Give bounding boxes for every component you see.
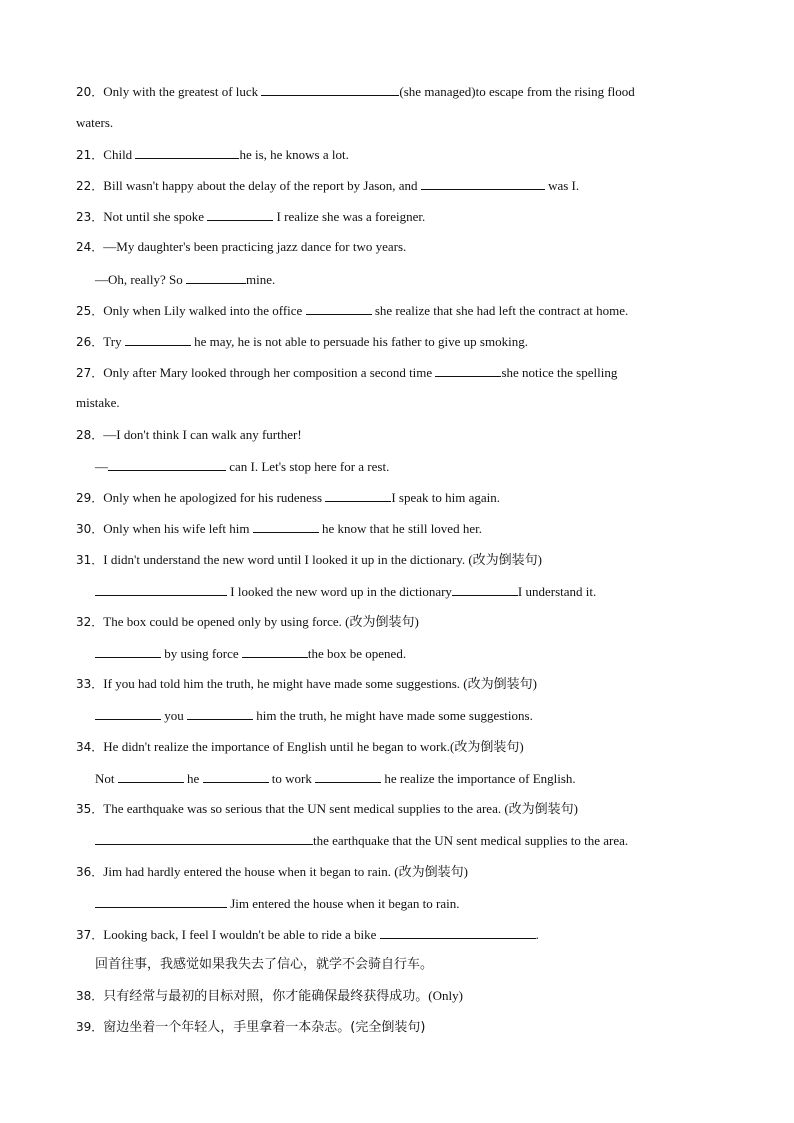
question-33: 33．If you had told him the truth, he might have made some suggestions. (改为倒装句)	[76, 676, 537, 691]
answer-blank[interactable]	[135, 146, 239, 159]
question-32: 32．The box could be opened only by using force. (改为倒装句)	[76, 614, 419, 629]
question-27: 27．Only after Mary looked through her composition a second time she notice the spelling	[76, 365, 618, 380]
question-31: 31．I didn't understand the new word until I looked it up in the dictionary. (改为倒装句)	[76, 552, 543, 567]
question-38: 38．只有经常与最初的目标对照，你才能确保最终获得成功。(Only)	[76, 988, 463, 1004]
answer-blank[interactable]	[315, 770, 381, 783]
answer-blank[interactable]	[108, 458, 226, 471]
question-37: 37．Looking back, I feel I wouldn't be able to ride a bike .	[76, 927, 539, 942]
question-25: 25．Only when Lily walked into the office she realize that she had left the contract at home.	[76, 303, 629, 318]
question-27-cont: mistake.	[76, 395, 120, 410]
question-36-answer: Jim entered the house when it began to rain.	[95, 895, 460, 912]
question-30: 30．Only when his wife left him he know that he still loved her.	[76, 521, 482, 536]
answer-blank[interactable]	[242, 645, 308, 658]
answer-blank[interactable]	[95, 832, 313, 845]
answer-blank[interactable]	[118, 770, 184, 783]
question-20-cont: waters.	[76, 115, 114, 130]
answer-blank[interactable]	[325, 489, 391, 502]
question-28-reply: — can I. Let's stop here for a rest.	[95, 459, 390, 474]
answer-blank[interactable]	[421, 177, 545, 190]
answer-blank[interactable]	[95, 583, 227, 596]
question-24: 24．—My daughter's been practicing jazz dance for two years.	[76, 239, 407, 254]
question-number: 20．	[76, 85, 104, 99]
question-34: 34．He didn't realize the importance of English until he began to work.(改为倒装句)	[76, 739, 524, 754]
question-20: 20．Only with the greatest of luck (she managed)to escape from the rising flood	[76, 84, 635, 99]
answer-blank[interactable]	[306, 302, 372, 315]
question-31-answer: I looked the new word up in the dictionary I understand it.	[95, 583, 596, 600]
answer-blank[interactable]	[207, 208, 273, 221]
question-28: 28．—I don't think I can walk any further!	[76, 427, 302, 442]
answer-blank[interactable]	[380, 926, 536, 939]
answer-blank[interactable]	[95, 707, 161, 720]
answer-blank[interactable]	[203, 770, 269, 783]
answer-blank[interactable]	[125, 333, 191, 346]
answer-blank[interactable]	[261, 83, 399, 96]
answer-blank[interactable]	[95, 895, 227, 908]
question-35-answer: the earthquake that the UN sent medical supplies to the area.	[95, 832, 628, 849]
question-39: 39．窗边坐着一个年轻人，手里拿着一本杂志。(完全倒装句)	[76, 1020, 426, 1035]
question-22: 22．Bill wasn't happy about the delay of the report by Jason, and was I.	[76, 178, 580, 193]
answer-blank[interactable]	[435, 364, 501, 377]
question-33-answer: you him the truth, he might have made some suggestions.	[95, 707, 533, 724]
question-37-chinese: 回首往事，我感觉如果我失去了信心，就学不会骑自行车。	[95, 957, 434, 972]
answer-blank[interactable]	[452, 583, 518, 596]
question-29: 29．Only when he apologized for his rudeness I speak to him again.	[76, 490, 500, 505]
question-26: 26．Try he may, he is not able to persuade his father to give up smoking.	[76, 334, 528, 349]
question-36: 36．Jim had hardly entered the house when it began to rain. (改为倒装句)	[76, 864, 468, 879]
question-32-answer: by using force the box be opened.	[95, 645, 406, 662]
answer-blank[interactable]	[253, 520, 319, 533]
question-24-reply: —Oh, really? So mine.	[95, 272, 276, 287]
answer-blank[interactable]	[187, 707, 253, 720]
question-35: 35．The earthquake was so serious that the UN sent medical supplies to the area. (改为倒装句)	[76, 801, 579, 816]
question-23: 23．Not until she spoke I realize she was a foreigner.	[76, 209, 426, 224]
answer-blank[interactable]	[186, 271, 246, 284]
question-34-answer: Not he to work he realize the importance of English.	[95, 771, 576, 786]
answer-blank[interactable]	[95, 645, 161, 658]
question-21: 21．Child he is, he knows a lot.	[76, 147, 349, 162]
